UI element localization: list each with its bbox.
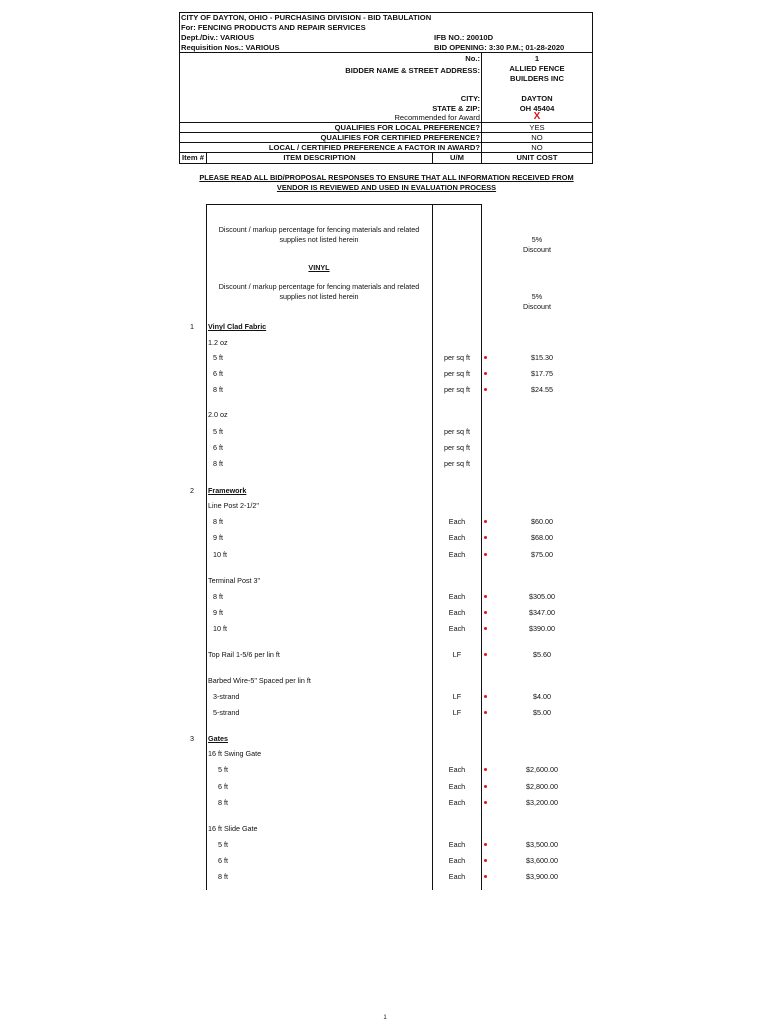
item-description: 8 ft xyxy=(213,592,223,601)
bullet-marker xyxy=(484,785,487,788)
unit-of-measure: LF xyxy=(452,692,462,701)
item-description: 5 ft xyxy=(213,427,223,436)
notice-line-2: VENDOR IS REVIEWED AND USED IN EVALUATION PROCESS xyxy=(276,183,497,192)
local-pref-label: QUALIFIES FOR LOCAL PREFERENCE? xyxy=(334,123,480,132)
unit-of-measure: Each xyxy=(448,533,466,542)
item-description: 10 ft xyxy=(213,550,227,559)
item-description: 16 ft Slide Gate xyxy=(208,824,258,833)
no-label: No.: xyxy=(465,54,480,63)
bullet-marker xyxy=(484,388,487,391)
notice-line-1: PLEASE READ ALL BID/PROPOSAL RESPONSES TO ENSURE THAT ALL INFORMATION RECEIVED FROM xyxy=(199,173,574,182)
unit-of-measure: Each xyxy=(448,550,466,559)
bullet-marker xyxy=(484,536,487,539)
item-description: 8 ft xyxy=(213,385,223,394)
city-label: CITY: xyxy=(460,94,480,103)
discount-1-percent: 5% xyxy=(531,235,543,244)
vendor-city: DAYTON xyxy=(521,94,553,103)
unit-cost-value: $5.00 xyxy=(533,708,551,717)
page-number: 1 xyxy=(383,1015,387,1021)
item-number: 2 xyxy=(190,486,194,495)
item-description: 8 ft xyxy=(218,872,228,881)
unit-of-measure: Each xyxy=(448,608,466,617)
item-number: 3 xyxy=(190,734,194,743)
item-description: 8 ft xyxy=(218,798,228,807)
factor-label: LOCAL / CERTIFIED PREFERENCE A FACTOR IN AWARD? xyxy=(268,143,480,152)
bullet-marker xyxy=(484,627,487,630)
unit-of-measure: Each xyxy=(448,765,466,774)
item-description: 10 ft xyxy=(213,624,227,633)
item-description: Terminal Post 3" xyxy=(208,576,261,585)
item-number: 1 xyxy=(190,322,194,331)
header-line-2: For: FENCING PRODUCTS AND REPAIR SERVICES xyxy=(181,23,366,32)
unit-cost-value: $15.30 xyxy=(531,353,553,362)
item-description: Top Rail 1-5/6 per lin ft xyxy=(208,650,280,659)
item-description: 9 ft xyxy=(213,608,223,617)
unit-cost-value: $390.00 xyxy=(529,624,555,633)
item-description: 8 ft xyxy=(213,459,223,468)
unit-cost-value: $75.00 xyxy=(531,550,553,559)
vendor-certified-pref: NO xyxy=(531,133,543,142)
vendor-name-line-1: ALLIED FENCE xyxy=(509,64,565,73)
header-requisition: Requisition Nos.: VARIOUS xyxy=(181,43,280,52)
unit-of-measure: per sq ft xyxy=(444,443,470,452)
item-description: Line Post 2-1/2" xyxy=(208,501,259,510)
unit-cost-value: $2,600.00 xyxy=(526,765,558,774)
bullet-marker xyxy=(484,859,487,862)
bidder-label: BIDDER NAME & STREET ADDRESS: xyxy=(345,66,480,75)
header-ifb: IFB NO.: 20010D xyxy=(434,33,494,42)
item-description: Gates xyxy=(208,734,228,743)
unit-of-measure: Each xyxy=(448,840,466,849)
vendor-state-zip: OH 45404 xyxy=(519,104,555,113)
unit-cost-header: UNIT COST xyxy=(516,153,558,162)
unit-of-measure: Each xyxy=(448,782,466,791)
bullet-marker xyxy=(484,520,487,523)
item-description: 6 ft xyxy=(213,369,223,378)
header-line-1: CITY OF DAYTON, OHIO - PURCHASING DIVISION - BID TABULATION xyxy=(181,13,432,22)
vinyl-heading: VINYL xyxy=(308,263,330,272)
unit-cost-value: $2,800.00 xyxy=(526,782,558,791)
unit-cost-value: $3,600.00 xyxy=(526,856,558,865)
unit-cost-value: $60.00 xyxy=(531,517,553,526)
bullet-marker xyxy=(484,553,487,556)
unit-of-measure: per sq ft xyxy=(444,385,470,394)
bullet-marker xyxy=(484,768,487,771)
vendor-number: 1 xyxy=(534,54,540,63)
unit-of-measure: Each xyxy=(448,624,466,633)
item-description: 6 ft xyxy=(218,856,228,865)
discount-2-line-2: supplies not listed herein xyxy=(279,292,359,301)
item-description: 6 ft xyxy=(218,782,228,791)
item-description: 6 ft xyxy=(213,443,223,452)
certified-pref-label: QUALIFIES FOR CERTIFIED PREFERENCE? xyxy=(320,133,480,142)
item-description: 9 ft xyxy=(213,533,223,542)
unit-cost-value: $4.00 xyxy=(533,692,551,701)
unit-cost-value: $17.75 xyxy=(531,369,553,378)
discount-1-line-2: supplies not listed herein xyxy=(279,235,359,244)
unit-cost-value: $305.00 xyxy=(529,592,555,601)
item-description: 2.0 oz xyxy=(208,410,228,419)
item-description: Vinyl Clad Fabric xyxy=(208,322,267,331)
bullet-marker xyxy=(484,843,487,846)
bullet-marker xyxy=(484,875,487,878)
unit-cost-value: $3,200.00 xyxy=(526,798,558,807)
unit-cost-value: $24.55 xyxy=(531,385,553,394)
discount-1-line-1: Discount / markup percentage for fencing materials and related xyxy=(218,225,420,234)
unit-cost-value: $3,900.00 xyxy=(526,872,558,881)
unit-of-measure: LF xyxy=(452,650,462,659)
unit-cost-value: $68.00 xyxy=(531,533,553,542)
item-description: 5 ft xyxy=(213,353,223,362)
item-description: 5 ft xyxy=(218,765,228,774)
vendor-factor: NO xyxy=(531,143,543,152)
item-column-header: Item # xyxy=(182,153,204,162)
unit-of-measure: Each xyxy=(448,592,466,601)
unit-cost-value: $5.60 xyxy=(533,650,551,659)
item-description-header: ITEM DESCRIPTION xyxy=(283,153,356,162)
bullet-marker xyxy=(484,801,487,804)
discount-1-text: Discount xyxy=(523,245,551,254)
bullet-marker xyxy=(484,611,487,614)
um-header: U/M xyxy=(450,153,464,162)
item-description: 1.2 oz xyxy=(208,338,228,347)
award-mark: X xyxy=(533,111,541,122)
unit-of-measure: per sq ft xyxy=(444,459,470,468)
bullet-marker xyxy=(484,372,487,375)
unit-of-measure: Each xyxy=(448,872,466,881)
vendor-local-pref: YES xyxy=(529,123,545,132)
header-bid-opening: BID OPENING: 3:30 P.M.; 01-28-2020 xyxy=(434,43,565,52)
bullet-marker xyxy=(484,356,487,359)
discount-2-text: Discount xyxy=(523,302,551,311)
unit-of-measure: LF xyxy=(452,708,462,717)
unit-of-measure: Each xyxy=(448,856,466,865)
unit-cost-value: $347.00 xyxy=(529,608,555,617)
item-description: 16 ft Swing Gate xyxy=(208,749,262,758)
unit-of-measure: per sq ft xyxy=(444,427,470,436)
state-label: STATE & ZIP: xyxy=(432,104,480,113)
item-description: 5 ft xyxy=(218,840,228,849)
unit-of-measure: Each xyxy=(448,517,466,526)
discount-2-percent: 5% xyxy=(531,292,543,301)
vendor-name-line-2: BUILDERS INC xyxy=(509,74,564,83)
item-description: 3-strand xyxy=(213,692,240,701)
bullet-marker xyxy=(484,653,487,656)
unit-of-measure: per sq ft xyxy=(444,369,470,378)
item-description: 8 ft xyxy=(213,517,223,526)
bullet-marker xyxy=(484,711,487,714)
unit-of-measure: Each xyxy=(448,798,466,807)
item-description: Framework xyxy=(208,486,247,495)
recommended-label: Recommended for Award xyxy=(394,113,480,122)
header-dept: Dept./Div.: VARIOUS xyxy=(181,33,255,42)
unit-cost-value: $3,500.00 xyxy=(526,840,558,849)
item-description: Barbed Wire-5" Spaced per lin ft xyxy=(208,676,311,685)
bullet-marker xyxy=(484,595,487,598)
discount-2-line-1: Discount / markup percentage for fencing materials and related xyxy=(218,282,420,291)
unit-of-measure: per sq ft xyxy=(444,353,470,362)
bullet-marker xyxy=(484,695,487,698)
item-description: 5-strand xyxy=(213,708,240,717)
